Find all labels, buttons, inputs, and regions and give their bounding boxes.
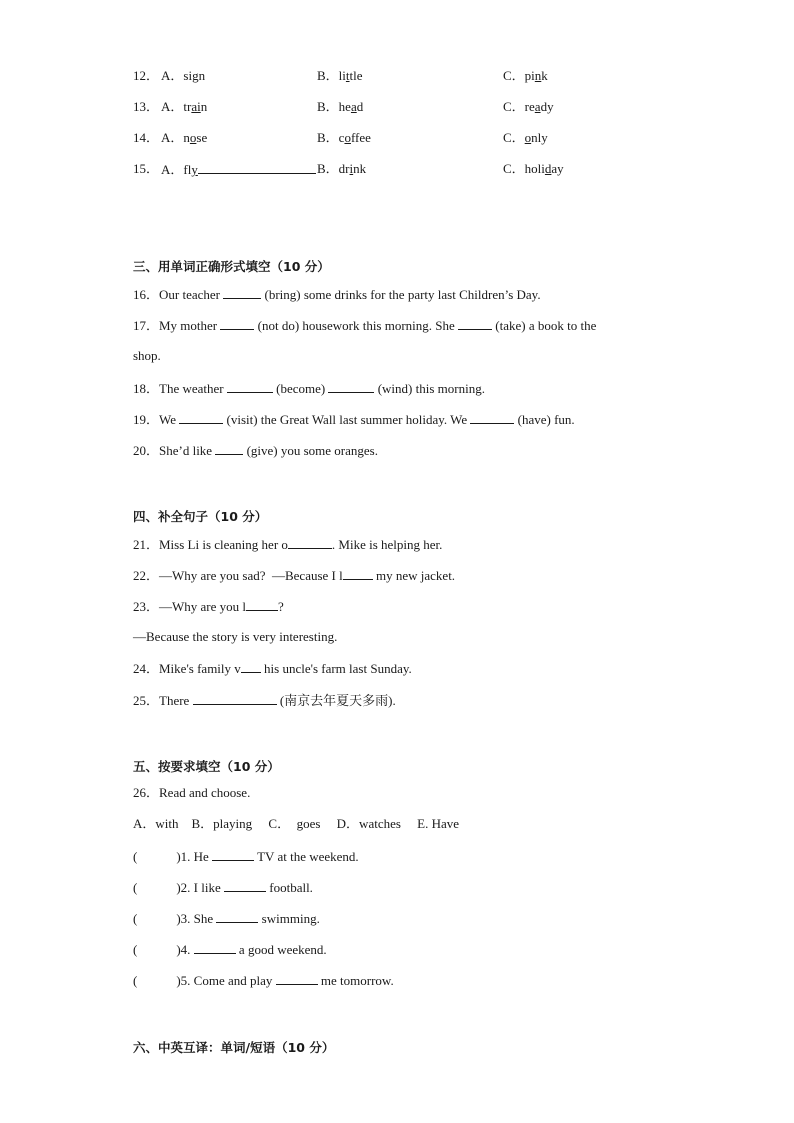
answer-blank[interactable] — [212, 848, 254, 861]
question-23-answer-line: —Because the story is very interesting. — [133, 629, 338, 644]
question-26: 26．Read and choose. — [133, 785, 251, 800]
option-b: B．little — [317, 68, 363, 83]
answer-blank[interactable] — [198, 161, 316, 174]
option-b: B．drink — [317, 161, 367, 176]
answer-blank[interactable] — [458, 317, 492, 330]
answer-blank[interactable] — [216, 910, 258, 923]
option-b: B．head — [317, 99, 364, 114]
question-18: 18．The weather (become) (wind) this morning. — [133, 381, 485, 396]
question-15 — [133, 161, 693, 177]
answer-blank[interactable] — [276, 972, 318, 985]
answer-blank[interactable] — [288, 536, 332, 549]
question-17: 17．My mother (not do) housework this morning. She (take) a book to the — [133, 318, 597, 333]
question-number: 12． — [133, 68, 160, 83]
option-a: A．nose — [161, 130, 208, 145]
answer-parentheses[interactable]: ( ) — [133, 942, 181, 957]
options-list: A．with B．playing C． goes D．watches E. Have — [133, 816, 460, 831]
choice-item: ( )1. He TV at the weekend. — [133, 849, 359, 864]
question-19: 19．We (visit) the Great Wall last summer holiday. We (have) fun. — [133, 412, 575, 427]
answer-blank[interactable] — [179, 411, 223, 424]
question-21: 21．Miss Li is cleaning her o . Mike is helping her. — [133, 537, 443, 552]
option-c: C．pink — [503, 68, 548, 83]
question-22: 22．—Why are you sad? —Because I l my new jacket. — [133, 568, 456, 583]
answer-blank[interactable] — [241, 660, 261, 673]
option-c: C．only — [503, 130, 548, 145]
answer-parentheses[interactable]: ( ) — [133, 849, 181, 864]
option-c: C．holiday — [503, 161, 564, 176]
answer-blank[interactable] — [215, 442, 243, 455]
section-4-heading: 四、补全句子（10 分） — [133, 509, 268, 524]
question-number: 14． — [133, 130, 160, 145]
choice-item: ( )2. I like football. — [133, 880, 313, 895]
question-24: 24．Mike's family v his uncle's farm last Sunday. — [133, 661, 412, 676]
question-16: 16．Our teacher (bring) some drinks for the party last Children’s Day. — [133, 287, 541, 302]
option-a: A．train — [161, 99, 208, 114]
question-23: 23．—Why are you l ? — [133, 599, 284, 614]
answer-blank[interactable] — [223, 286, 261, 299]
question-17-continued: shop. — [133, 348, 161, 363]
question-number: 15． — [133, 161, 160, 176]
answer-parentheses[interactable]: ( ) — [133, 973, 181, 988]
answer-blank[interactable] — [220, 317, 254, 330]
question-20: 20．She’d like (give) you some oranges. — [133, 443, 378, 458]
choice-item: ( )3. She swimming. — [133, 911, 320, 926]
answer-blank[interactable] — [224, 879, 266, 892]
option-a: A．fly — [161, 161, 316, 178]
option-b: B．coffee — [317, 130, 371, 145]
answer-blank[interactable] — [193, 692, 277, 705]
answer-blank[interactable] — [343, 567, 373, 580]
section-5-heading: 五、按要求填空（10 分） — [133, 759, 280, 774]
answer-blank[interactable] — [227, 380, 273, 393]
choice-item: ( )4. a good weekend. — [133, 942, 327, 957]
section-3-heading: 三、用单词正确形式填空（10 分） — [133, 259, 330, 274]
option-c: C．ready — [503, 99, 554, 114]
answer-blank[interactable] — [194, 941, 236, 954]
question-number: 13． — [133, 99, 160, 114]
question-12 — [133, 68, 693, 84]
question-25: 25．There (南京去年夏天多雨). — [133, 693, 396, 708]
section-6-heading: 六、中英互译：单词/短语（10 分） — [133, 1040, 335, 1055]
answer-parentheses[interactable]: ( ) — [133, 911, 181, 926]
option-a: A．sign — [161, 68, 206, 83]
question-13 — [133, 99, 693, 115]
answer-blank[interactable] — [470, 411, 514, 424]
question-14 — [133, 130, 693, 146]
answer-parentheses[interactable]: ( ) — [133, 880, 181, 895]
answer-blank[interactable] — [246, 598, 278, 611]
choice-item: ( )5. Come and play me tomorrow. — [133, 973, 394, 988]
answer-blank[interactable] — [328, 380, 374, 393]
